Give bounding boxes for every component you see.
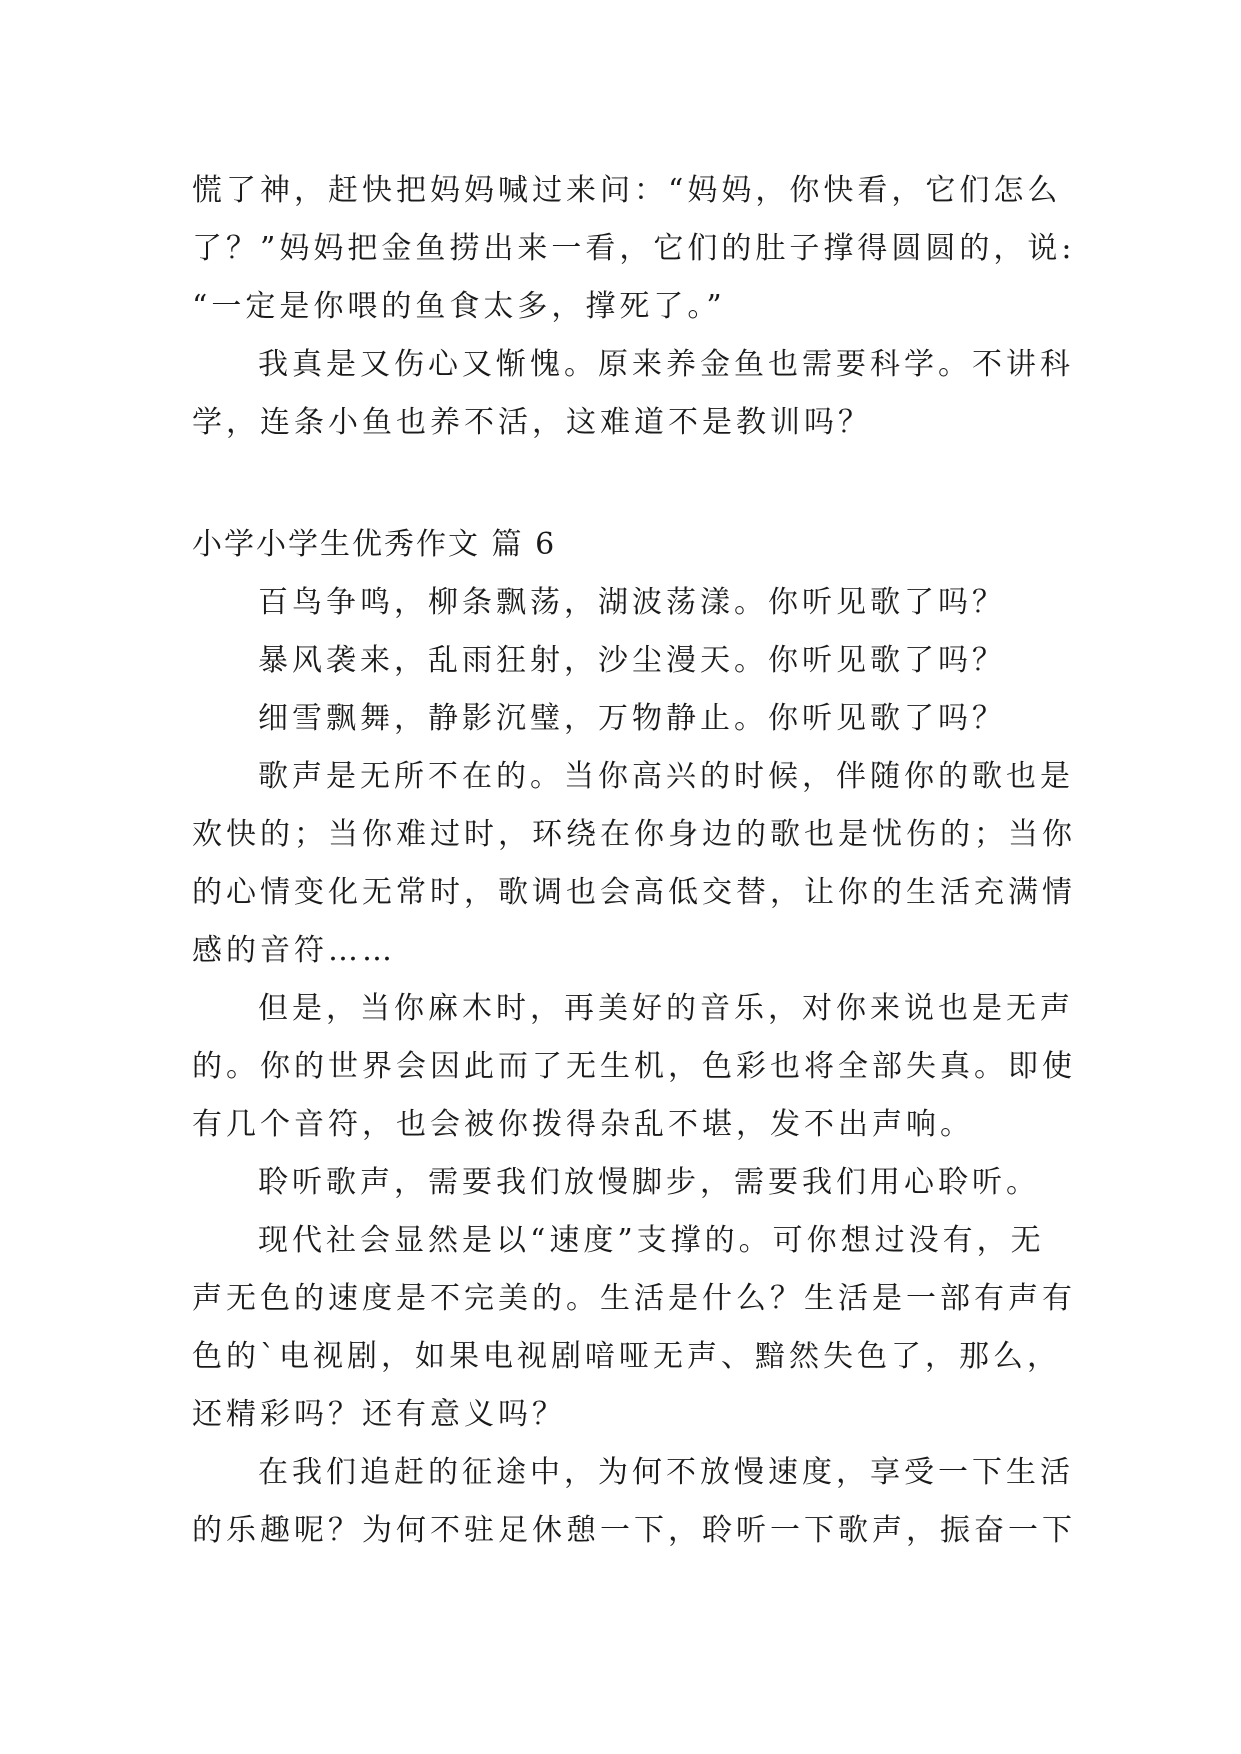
section-heading: 小学小学生优秀作文 篇 6 <box>192 527 557 562</box>
text-line: 但是，当你麻木时，再美好的音乐，对你来说也是无声 <box>258 991 1074 1026</box>
text-line: 现代社会显然是以“速度”支撑的。可你想过没有，无 <box>258 1223 1045 1258</box>
text-line: 学，连条小鱼也养不活，这难道不是教训吗？ <box>192 405 872 440</box>
text-line: 歌声是无所不在的。当你高兴的时候，伴随你的歌也是 <box>258 759 1074 794</box>
paragraph: 暴风袭来，乱雨狂射，沙尘漫天。你听见歌了吗？ <box>258 643 1006 678</box>
text-line: 感的音符…… <box>192 933 396 968</box>
text-line: 声无色的速度是不完美的。生活是什么？生活是一部有声有 <box>192 1281 1076 1316</box>
paragraph: 聆听歌声，需要我们放慢脚步，需要我们用心聆听。 <box>258 1165 1040 1200</box>
paragraph: 百鸟争鸣，柳条飘荡，湖波荡漾。你听见歌了吗？ <box>258 585 1006 620</box>
text-line: 了？”妈妈把金鱼捞出来一看，它们的肚子撑得圆圆的，说: <box>192 231 1076 266</box>
paragraph: 细雪飘舞，静影沉璧，万物静止。你听见歌了吗？ <box>258 701 1006 736</box>
text-line: 有几个音符，也会被你拨得杂乱不堪，发不出声响。 <box>192 1107 974 1142</box>
text-line: 在我们追赶的征途中，为何不放慢速度，享受一下生活 <box>258 1455 1074 1490</box>
text-line: 我真是又伤心又惭愧。原来养金鱼也需要科学。不讲科 <box>258 347 1074 382</box>
text-line: 色的`电视剧，如果电视剧喑哑无声、黯然失色了，那么， <box>192 1339 1061 1374</box>
text-line: “一定是你喂的鱼食太多，撑死了。” <box>192 289 726 324</box>
text-line: 的。你的世界会因此而了无生机，色彩也将全部失真。即使 <box>192 1049 1076 1084</box>
text-line: 的心情变化无常时，歌调也会高低交替，让你的生活充满情 <box>192 875 1076 910</box>
text-line: 的乐趣呢？为何不驻足休憩一下，聆听一下歌声，振奋一下 <box>192 1513 1076 1548</box>
document-page <box>192 162 1076 1560</box>
text-line: 慌了神，赶快把妈妈喊过来问：“妈妈，你快看，它们怎么 <box>192 173 1062 208</box>
text-line: 欢快的；当你难过时，环绕在你身边的歌也是忧伤的；当你 <box>192 817 1076 852</box>
text-line: 还精彩吗？还有意义吗？ <box>192 1397 566 1432</box>
